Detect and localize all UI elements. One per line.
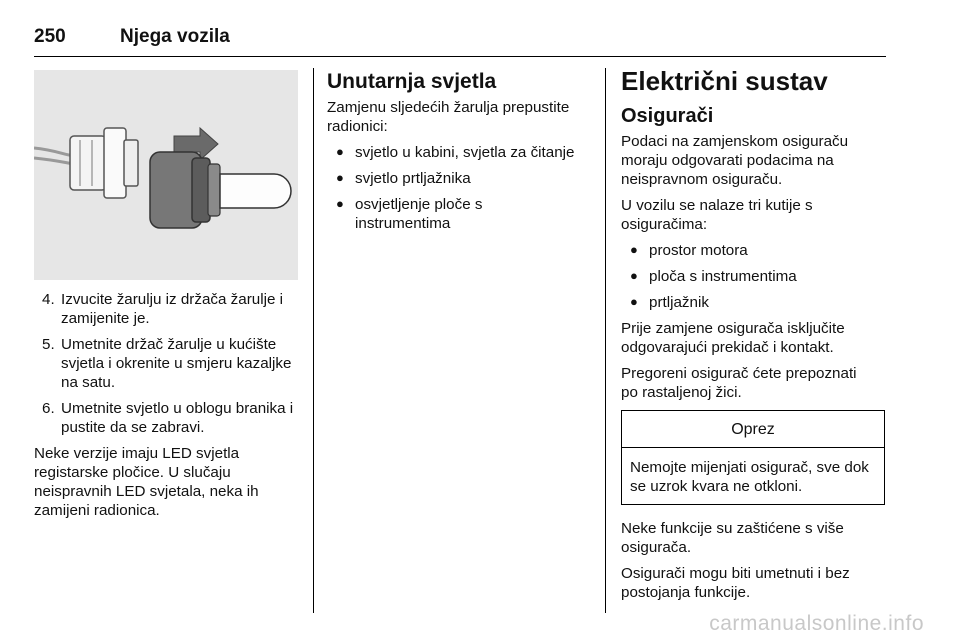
paragraph: Pregoreni osigurač ćete prepoznati po rastaljenoj žici.: [621, 365, 857, 401]
list-item: 5. Umetnite držač žarulje u kućište svjetla i okrenite u smjeru kazaljke na satu.: [42, 336, 292, 391]
led-paragraph: Neke verzije imaju LED svjetla registarske pločice. U slučaju neispravnih LED svjetala, neka ih zamijeni radionica.: [34, 445, 259, 519]
list-item: ● prtljažnik: [621, 293, 885, 312]
list-item: ● prostor motora: [621, 241, 885, 260]
section-heading: Unutarnja svjetla: [327, 70, 497, 93]
column-divider: [313, 68, 314, 613]
caution-box: [621, 410, 885, 505]
list-item: ● svjetlo prtljažnika: [327, 169, 595, 188]
bullet-list: [621, 241, 885, 312]
paragraph: Podaci na zamjenskom osiguraču moraju odgovarati podacima na neispravnom osiguraču.: [621, 133, 849, 188]
column-divider: [605, 68, 606, 613]
bullet-list: [327, 143, 595, 233]
page-number: 250: [34, 26, 66, 47]
page-header: [34, 26, 886, 57]
caution-title: Oprez: [622, 411, 884, 448]
caution-text: Nemojte mijenjati osigurač, sve dok se uzrok kvara ne otkloni.: [630, 459, 869, 495]
paragraph: Osigurači mogu biti umetnuti i bez postojanja funkcije.: [621, 565, 850, 601]
list-item: 6. Umetnite svjetlo u oblogu branika i pustite da se zabravi.: [42, 400, 294, 436]
list-item: ● ploča s instrumentima: [621, 267, 885, 286]
subsection-heading: Osigurači: [621, 105, 714, 127]
paragraph: Neke funkcije su zaštićene s više osigurača.: [621, 520, 844, 556]
column-3: [621, 66, 885, 609]
bulb-holder-illustration: [34, 70, 298, 280]
list-item: ● osvjetljenje ploče s instrumentima: [327, 195, 505, 233]
watermark: carmanualsonline.info: [709, 612, 924, 635]
intro-paragraph: Zamjenu sljedećih žarulja prepustite radionici:: [327, 99, 570, 135]
paragraph: Prije zamjene osigurača isključite odgovarajući prekidač i kontakt.: [621, 320, 845, 356]
list-item: ● svjetlo u kabini, svjetla za čitanje: [327, 143, 595, 162]
steps-list: [34, 290, 304, 437]
column-1: [34, 290, 304, 527]
chapter-title: Njega vozila: [120, 26, 230, 47]
column-2: [327, 70, 595, 240]
list-item: 4. Izvucite žarulju iz držača žarulje i zamijenite je.: [42, 291, 283, 327]
paragraph: U vozilu se nalaze tri kutije s osiguračima:: [621, 197, 813, 233]
section-heading: Električni sustav: [621, 66, 828, 96]
